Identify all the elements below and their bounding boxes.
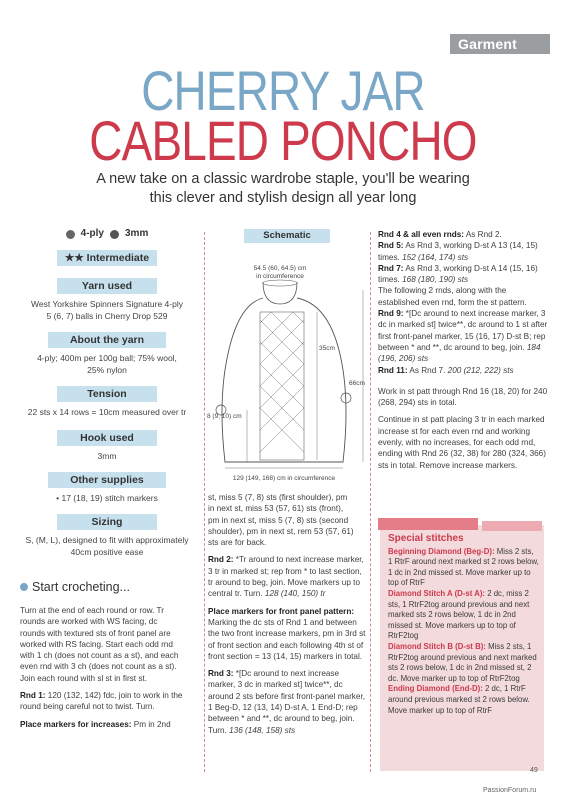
other-supplies-heading: Other supplies: [48, 472, 166, 488]
watermark: PassionForum.ru: [483, 787, 537, 794]
para2-text: Continue in st patt placing 3 tr in each marked increase st for each even rnd and working evenly, with no increases, for each odd rnd, ending with Rnd 26 (32, 38) for 280 (324, 366) sts in total. Remove increase markers.: [378, 415, 546, 470]
rnd5-text: Rnd 5: As Rnd 3, working D-st A 13 (14, 15) times. 152 (164, 174) sts: [378, 241, 538, 262]
schematic-heading: Schematic: [244, 229, 330, 243]
rnd9-text: Rnd 9: *[Dc around to next increase marker, 3 dc in marked st] twice**, dc around to 1 st after first front-panel marker, 15 (16, 17) D-st B; rep between * and **, dc around to beg, join. 184 (196, 206) sts: [378, 309, 548, 364]
yarn-used-heading: Yarn used: [57, 278, 157, 294]
para1-text: Work in st patt through Rnd 16 (18, 20) for 240 (268, 294) sts in total.: [378, 386, 548, 408]
title-line-2: CABLED PONCHO: [89, 109, 477, 172]
start-heading: Start crocheting...: [20, 580, 130, 594]
subtitle-line-2: this clever and stylish design all year long: [149, 190, 417, 206]
special-item: Ending Diamond (End-D): 2 dc, 1 RtrF around previous marked st 2 rows below. Move marker up to top of RtrF: [388, 684, 530, 715]
front-panel-text: Place markers for front panel pattern: Marking the dc sts of Rnd 1 and between the two front increase markers, pm in 3rd st of front section and each following 4th st of front section = 13 (14, 15) markers in total.: [208, 606, 366, 661]
total-length-label: 66cm: [349, 380, 365, 387]
diamond-pattern: [260, 312, 304, 452]
special-item: Beginning Diamond (Beg-D): Miss 2 sts, 1 RtrF around next marked st 2 rows below, 1 dc in 2nd missed st. Move marker up to top of RtrF: [388, 546, 539, 588]
sizing-heading: Sizing: [57, 514, 157, 530]
level-bar: [57, 250, 157, 266]
other-supplies-text: • 17 (18, 19) stitch markers: [56, 493, 158, 503]
sizing-text: S, (M, L), designed to fit with approximately 40cm positive ease: [25, 535, 189, 557]
rnd3-text: Rnd 3: *[Dc around to next increase marker, 3 dc in marked st] twice**, dc around 2 sts before first front-panel marker, 1 Beg-D, 12 (13, 14) D-st A, 1 End-D; rep between * and **, dc around to beg, join. Turn. 136 (148, 158) sts: [208, 669, 366, 735]
hook-icon: [110, 230, 119, 239]
yarn-weight: 4-ply: [80, 228, 104, 239]
yarn-ball-icon: [66, 230, 75, 239]
place-inc-text: Place markers for increases: Pm in 2nd: [20, 719, 171, 729]
hook-used-heading: Hook used: [57, 430, 157, 446]
pattern-right-column: [378, 229, 548, 477]
tension-text: 22 sts x 14 rows = 10cm measured over tr: [27, 407, 187, 417]
collar-top: [263, 280, 297, 286]
rnd2-text: Rnd 2: *Tr around to next increase marker, 3 tr in marked st; rep from * to last section, tr around to beg, join. Move markers up to central tr. Turn. 128 (140, 150) tr: [208, 555, 364, 599]
subtitle-line-1: A new take on a classic wardrobe staple, you'll be wearing: [96, 171, 470, 187]
top-measure-label: 54.5 (60, 64.5) cm: [253, 265, 307, 272]
following-text: The following 2 rnds, along with the established even rnd, form the st pattern.: [378, 286, 527, 307]
column-divider: [370, 232, 371, 772]
rnd4-text: Rnd 4 & all even rnds: As Rnd 2.: [378, 230, 502, 239]
spec-row: [16, 228, 198, 240]
materials-column: [16, 228, 198, 558]
ribbon-decoration: [378, 518, 478, 530]
ribbon-decoration: [482, 521, 542, 531]
bottom-measure-label: 129 (149, 168) cm in circumference: [232, 475, 336, 482]
rnd7-text: Rnd 7: As Rnd 3, working D-st A 14 (15, 16) times. 168 (180, 190) sts: [378, 263, 538, 285]
level-stars: ★★: [64, 252, 84, 264]
hook-used-text: 3mm: [97, 451, 117, 461]
special-stitches-heading: Special stitches: [388, 533, 464, 544]
rnd1-text: Rnd 1: 120 (132, 142) fdc, join to work in the round being careful not to twist. Turn.: [20, 691, 183, 712]
level-label: Intermediate: [86, 252, 150, 264]
about-yarn-text: 4-ply; 400m per 100g ball; 75% wool, 25% nylon: [37, 353, 177, 375]
intro-text: Turn at the end of each round or row. Tr rounds are worked with WS facing, dc rounds with textured sts of front panel are worked with RS facing. Start each odd rnd with 1 ch (does not count as a st), and each even rnd with 3 ch (does not count as a st). Join each round with sl st in first st. Rnd 1: 120 (132, 142) fdc, join to work in the round being careful not to twist. Turn. Place markers for increases: Pm in 2nd: [20, 605, 200, 736]
subtitle: [60, 170, 506, 208]
hook-size: 3mm: [124, 228, 149, 239]
schematic-diagram: [205, 250, 370, 485]
bullet-icon: [20, 583, 28, 591]
top-measure-sub: in circumference: [256, 273, 304, 280]
poncho-outline: [222, 298, 346, 462]
rnd11-text: Rnd 11: As Rnd 7. 200 (212, 222) sts: [378, 365, 514, 375]
center-length-label: 35cm: [319, 345, 335, 352]
col2-intro: st, miss 5 (7, 8) sts (first shoulder), pm in next st, miss 53 (57, 61) sts (front), pm in next st, miss 5 (7, 8) sts (second shoulder), pm in next st, rem 53 (57, 61) sts are for back.: [208, 493, 354, 548]
title-line-1: CHERRY JAR: [141, 59, 425, 122]
special-item: Diamond Stitch A (D-st A): 2 dc, miss 2 sts, 1 RtrF2tog around previous and next marked sts 2 rows below, 1 dc in 2nd missed st. Move markers up to top of RtrF2tog: [388, 588, 530, 641]
pattern-middle-column: [208, 492, 368, 742]
yarn-used-text: West Yorkshire Spinners Signature 4-ply 5 (6, 7) balls in Cherry Drop 529: [31, 299, 183, 321]
side-length-label: 8 (9, 10) cm: [207, 413, 242, 420]
special-item: Diamond Stitch B (D-st B): Miss 2 sts, 1 RtrF2tog around previous and next marked sts 2 rows below, 1 dc in 2nd missed st, 2 dc. Move marker up to top of RtrF2tog: [388, 641, 537, 683]
special-stitches-box: [380, 525, 544, 771]
category-tag: Garment: [450, 34, 550, 54]
page-number: 49: [530, 767, 538, 774]
tension-heading: Tension: [57, 386, 157, 402]
about-yarn-heading: About the yarn: [48, 332, 166, 348]
